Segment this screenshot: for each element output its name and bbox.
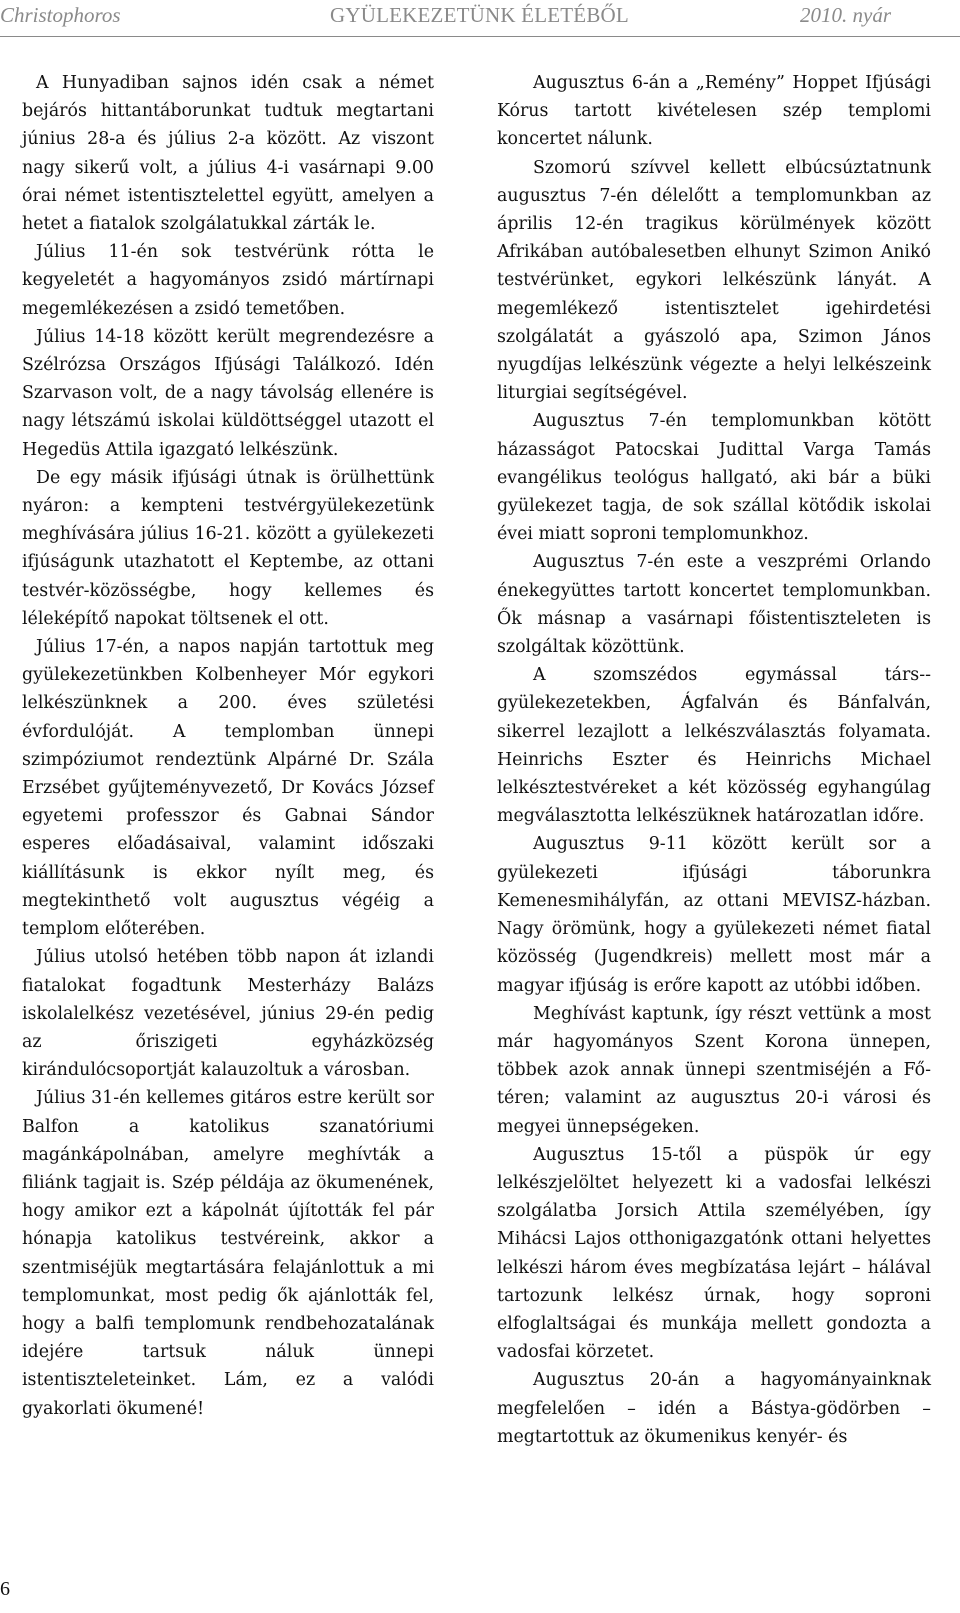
left-text-column bbox=[22, 69, 434, 1423]
right-text-column bbox=[497, 69, 931, 1451]
paragraph: De egy másik ifjúsági útnak is örülhettünk nyáron: a kempteni testvérgyülekezetünk meghívására július 16-21. között a gyülekezeti ifjúságunk utazhatott el Keptembe, az ottani testvér-közösségbe, hogy kellemes és léleképítő napokat töltsenek el ott. bbox=[22, 467, 434, 629]
paragraph: Július 17-én, a napos napján tartottuk meg gyülekezetünkben Kolbenheyer Mór egykori lelkészünknek a 200. éves születési évfordulóját. A templomban ünnepi szimpóziumot rendeztünk Alpárné Dr. Szála Erzsébet gyűjteményvezető, Dr Kovács József egyetemi professzor és Gabnai Sándor esperes előadásaival, valamint időszaki kiállításunk is ekkor nyílt meg, és megtekinthető volt augusztus végéig a templom előterében. bbox=[22, 637, 434, 940]
paragraph: Augusztus 7-én este a veszprémi Orlando énekegyüttes tartott koncertet templomunkban. Ők másnap a vasárnapi főistentiszteleten is szolgáltak közöttünk. bbox=[497, 552, 931, 658]
header-issue-date: 2010. nyár bbox=[800, 3, 891, 27]
paragraph: A szomszédos egymással társ--gyülekezetekben, Ágfalván és Bánfalván, sikerrel lezajlott a lelkészválasztás folyamata. Heinrichs Eszter és Heinrichs Michael lelkésztestvéreket a két közösség egyhangúlag megválasztotta lelkészüknek határozatlan időre. bbox=[497, 665, 931, 827]
header-publication-title: Christophoros bbox=[0, 3, 121, 27]
paragraph: Augusztus 15-től a püspök úr egy lelkészjelöltet helyezett ki a vadosfai lelkészi szolgálatba Jorsich Attila személyében, így Mihácsi Lajos otthonigazgatónk ottani helyettes lelkészi három éves megbízatása lejárt – hálával tartozunk lelkész úrnak, hogy soproni elfoglaltságai és munkája mellett gondozta a vadosfai körzetet. bbox=[497, 1144, 931, 1363]
paragraph: Augusztus 6-án a „Remény” Hoppet Ifjúsági Kórus tartott kivételesen szép templomi koncertet nálunk. bbox=[497, 73, 931, 150]
paragraph: Augusztus 20-án a hagyományainknak megfelelően – idén a Bástya-gödörben – megtartottuk az ökumenikus kenyér- és bbox=[497, 1370, 931, 1447]
paragraph: Augusztus 9-11 között került sor a gyülekezeti ifjúsági táborunkra Kemenesmihályfán, az ottani MEVISZ-házban. Nagy örömünk, hogy a gyülekezeti német fiatal közösség (Jugendkreis) mellett most már a magyar ifjúság is erőre kapott az utóbbi időben. bbox=[497, 834, 931, 996]
running-header bbox=[0, 0, 960, 37]
paragraph: Meghívást kaptunk, így részt vettünk a most már hagyományos Szent Korona ünnepen, többek azok annak ünnepi szentmiséjén a Fő-téren; valamint az augusztus 20-i városi és megyei ünnepségeken. bbox=[497, 1003, 931, 1137]
paragraph: Július 11-én sok testvérünk rótta le kegyeletét a hagyományos zsidó mártírnapi megemlékezésen a zsidó temetőben. bbox=[22, 242, 434, 319]
paragraph: Augusztus 7-én templomunkban kötött házasságot Patocskai Judittal Varga Tamás evangélikus teológus hallgató, aki bár a büki gyülekezet tagja, de sok szállal kötődik iskolai évei miatt soproni templomunkhoz. bbox=[497, 411, 931, 545]
header-section-title: GYÜLEKEZETÜNK ÉLETÉBŐL bbox=[330, 3, 629, 27]
page-number: 6 bbox=[0, 1578, 10, 1600]
paragraph: Szomorú szívvel kellett elbúcsúztatnunk augusztus 7-én délelőtt a templomunkban az április 12-én tragikus körülmények között Afrikában autóbalesetben elhunyt Szimon Anikó testvérünket, egykori lelkészünk lányát. A megemlékező istentisztelet igehirdetési szolgálatát a gyászoló apa, Szimon János nyugdíjas lelkészünk végezte a helyi lelkészeink liturgiai segítségével. bbox=[497, 157, 931, 404]
paragraph: Július utolsó hetében több napon át izlandi fiatalokat fogadtunk Mesterházy Balázs iskolalelkész vezetésével, június 29-én pedig az őriszigeti egyházközség kirándulócsoportját kalauzoltuk a városban. bbox=[22, 947, 434, 1081]
paragraph: Július 31-én kellemes gitáros estre került sor Balfon a katolikus szanatóriumi magánkápolnában, amelyre meghívták a filiánk tagjait is. Szép példája az ökumenének, hogy amikor ezt a kápolnát újították fel pár hónapja katolikus testvéreink, akkor a szentmiséjük megtartására felajánlottuk a mi templomunkat, most pedig ők ajánlották fel, hogy a balfi templomunk rendbehozatalának idejére tartsuk náluk ünnepi istentiszteleteinket. Lám, ez a valódi gyakorlati ökumené! bbox=[22, 1088, 434, 1419]
paragraph: A Hunyadiban sajnos idén csak a német bejárós hittantáborunkat tudtuk megtartani június 28-a és július 2-a között. Az viszont nagy sikerű volt, a július 4-i vasárnapi 9.00 órai német istentisztelettel együtt, amelyen a hetet a fiatalok szolgálatukkal zárták le. bbox=[22, 73, 434, 235]
paragraph: Július 14-18 között került megrendezésre a Szélrózsa Országos Ifjúsági Találkozó. Idén Szarvason volt, de a nagy távolság ellenére is nagy létszámú iskolai küldöttséggel utazott el Hegedüs Attila igazgató lelkészünk. bbox=[22, 326, 434, 460]
